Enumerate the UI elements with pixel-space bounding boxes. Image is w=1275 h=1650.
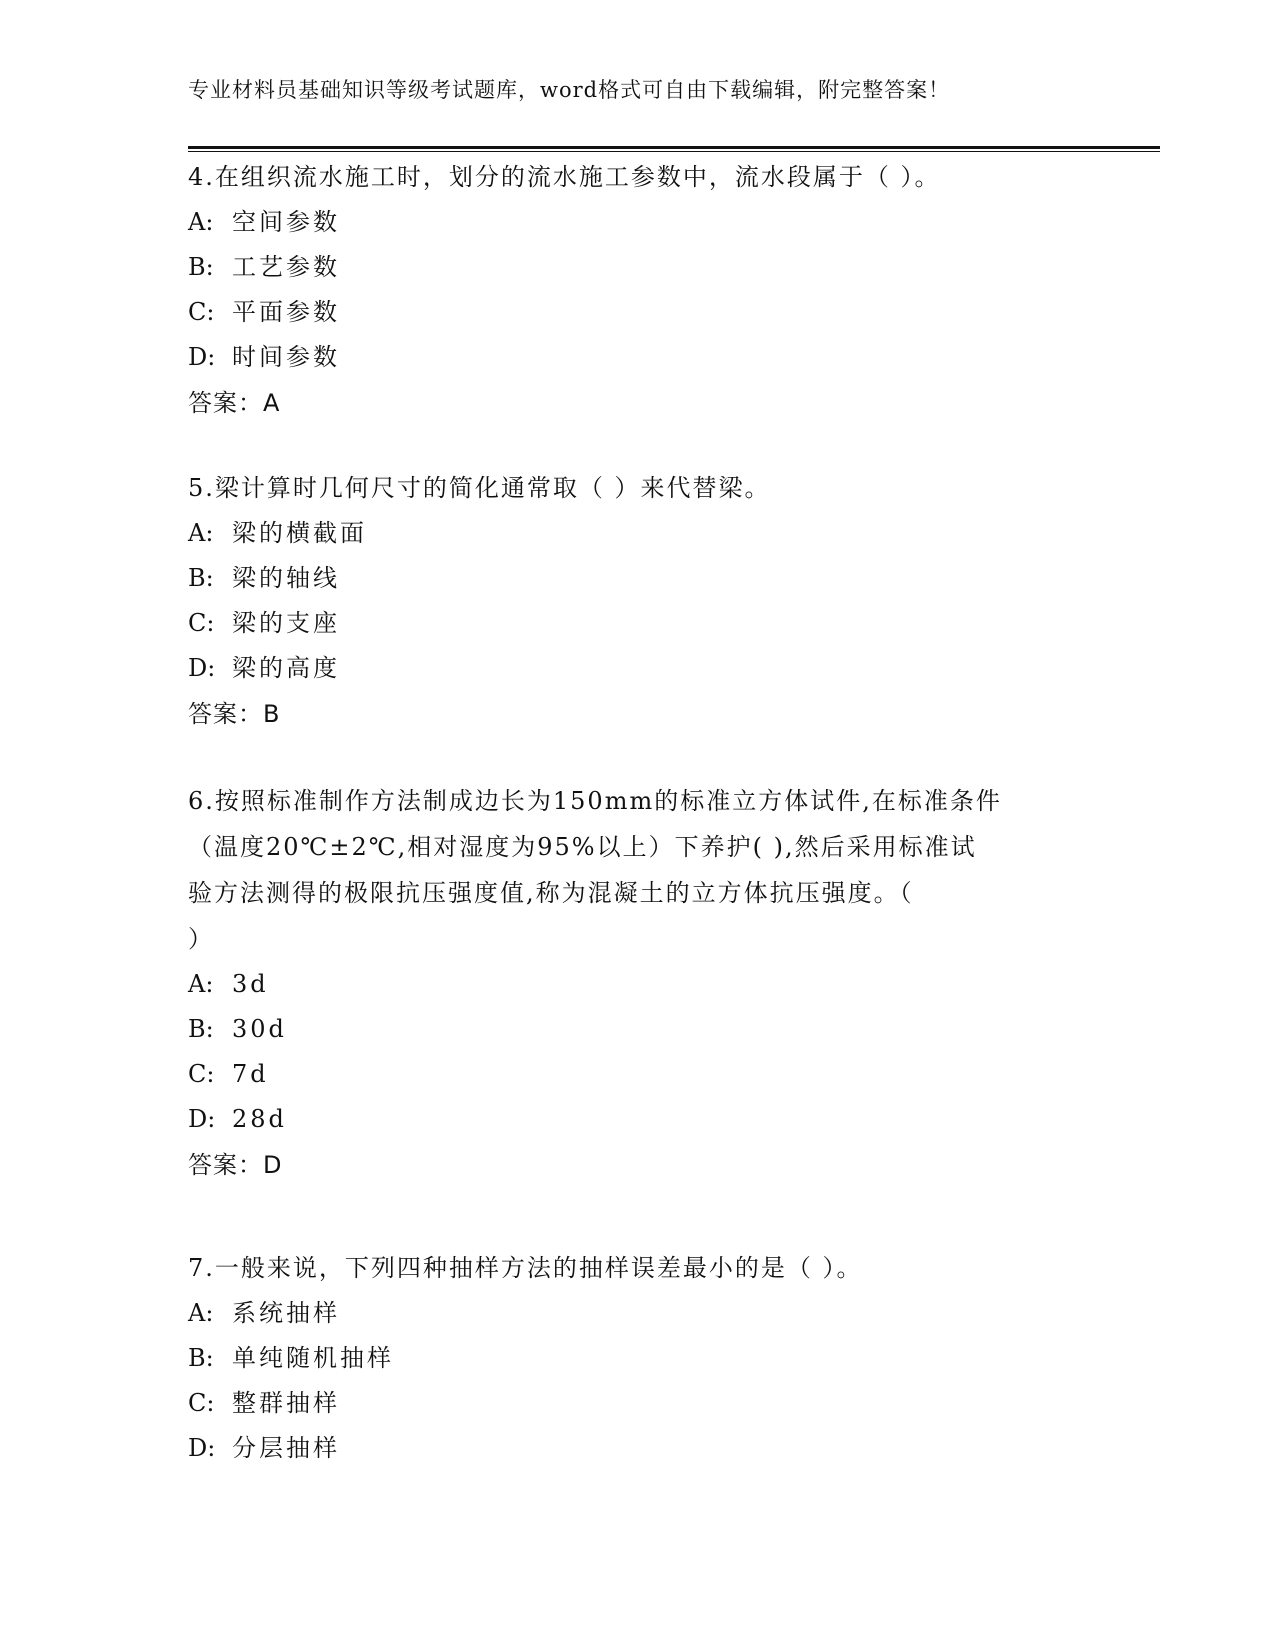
option-a	[188, 962, 1088, 1007]
option-text: 系统抽样	[232, 1299, 340, 1327]
option-text: 28d	[232, 1105, 287, 1133]
header-rule-thick	[188, 146, 1160, 149]
option-letter: B:	[188, 1015, 214, 1043]
question-stem: 4.在组织流水施工时，划分的流水施工参数中，流水段属于（ ）。	[188, 163, 941, 191]
option-letter: C:	[188, 298, 215, 326]
option-a	[188, 200, 1088, 245]
option-text: 分层抽样	[232, 1434, 340, 1462]
option-letter: C:	[188, 1389, 215, 1417]
option-b	[188, 245, 1088, 290]
option-letter: C:	[188, 1060, 215, 1088]
option-text: 单纯随机抽样	[232, 1344, 394, 1372]
option-c	[188, 290, 1088, 335]
option-b	[188, 1336, 1088, 1381]
option-d	[188, 1426, 1088, 1471]
answer-line: 答案：A	[188, 389, 281, 417]
option-text: 整群抽样	[232, 1389, 340, 1417]
option-a	[188, 1291, 1088, 1336]
option-b	[188, 556, 1088, 601]
question-stem-line: ）	[188, 925, 214, 953]
option-text: 30d	[232, 1015, 287, 1043]
question-stem-line: 6.按照标准制作方法制成边长为150mm的标准立方体试件,在标准条件	[188, 787, 1002, 815]
option-letter: D:	[188, 1434, 216, 1462]
option-text: 3d	[232, 970, 269, 998]
option-letter: D:	[188, 343, 216, 371]
option-text: 梁的高度	[232, 654, 340, 682]
option-text: 平面参数	[232, 298, 340, 326]
option-b	[188, 1007, 1088, 1052]
option-letter: A:	[188, 519, 214, 547]
option-c	[188, 1052, 1088, 1097]
question-stem-line: 验方法测得的极限抗压强度值,称为混凝土的立方体抗压强度。（	[188, 879, 914, 907]
option-letter: A:	[188, 970, 214, 998]
option-letter: C:	[188, 609, 215, 637]
option-text: 7d	[232, 1060, 269, 1088]
option-c	[188, 601, 1088, 646]
option-letter: B:	[188, 253, 214, 281]
option-letter: A:	[188, 208, 214, 236]
option-letter: A:	[188, 1299, 214, 1327]
option-d	[188, 646, 1088, 691]
option-d	[188, 335, 1088, 380]
option-text: 梁的支座	[232, 609, 340, 637]
option-d	[188, 1097, 1088, 1142]
question-stem: 5.梁计算时几何尺寸的简化通常取（ ）来代替梁。	[188, 474, 771, 502]
header-rule-thin	[188, 151, 1160, 152]
option-a	[188, 511, 1088, 556]
option-text: 梁的轴线	[232, 564, 340, 592]
option-letter: B:	[188, 564, 214, 592]
question-stem: 7.一般来说，下列四种抽样方法的抽样误差最小的是（ ）。	[188, 1254, 863, 1282]
option-c	[188, 1381, 1088, 1426]
option-text: 空间参数	[232, 208, 340, 236]
option-text: 梁的横截面	[232, 519, 367, 547]
question-stem-line: （温度20℃±2℃,相对湿度为95%以上）下养护( ),然后采用标准试	[188, 833, 977, 861]
document-header: 专业材料员基础知识等级考试题库，word格式可自由下载编辑，附完整答案！	[188, 78, 951, 102]
answer-line: 答案：D	[188, 1151, 283, 1179]
option-letter: D:	[188, 654, 216, 682]
question-4	[188, 154, 1088, 426]
question-7	[188, 1245, 1088, 1471]
question-5	[188, 465, 1088, 737]
answer-line: 答案：B	[188, 700, 281, 728]
option-text: 工艺参数	[232, 253, 340, 281]
question-6	[188, 778, 1088, 1188]
option-text: 时间参数	[232, 343, 340, 371]
option-letter: D:	[188, 1105, 216, 1133]
option-letter: B:	[188, 1344, 214, 1372]
